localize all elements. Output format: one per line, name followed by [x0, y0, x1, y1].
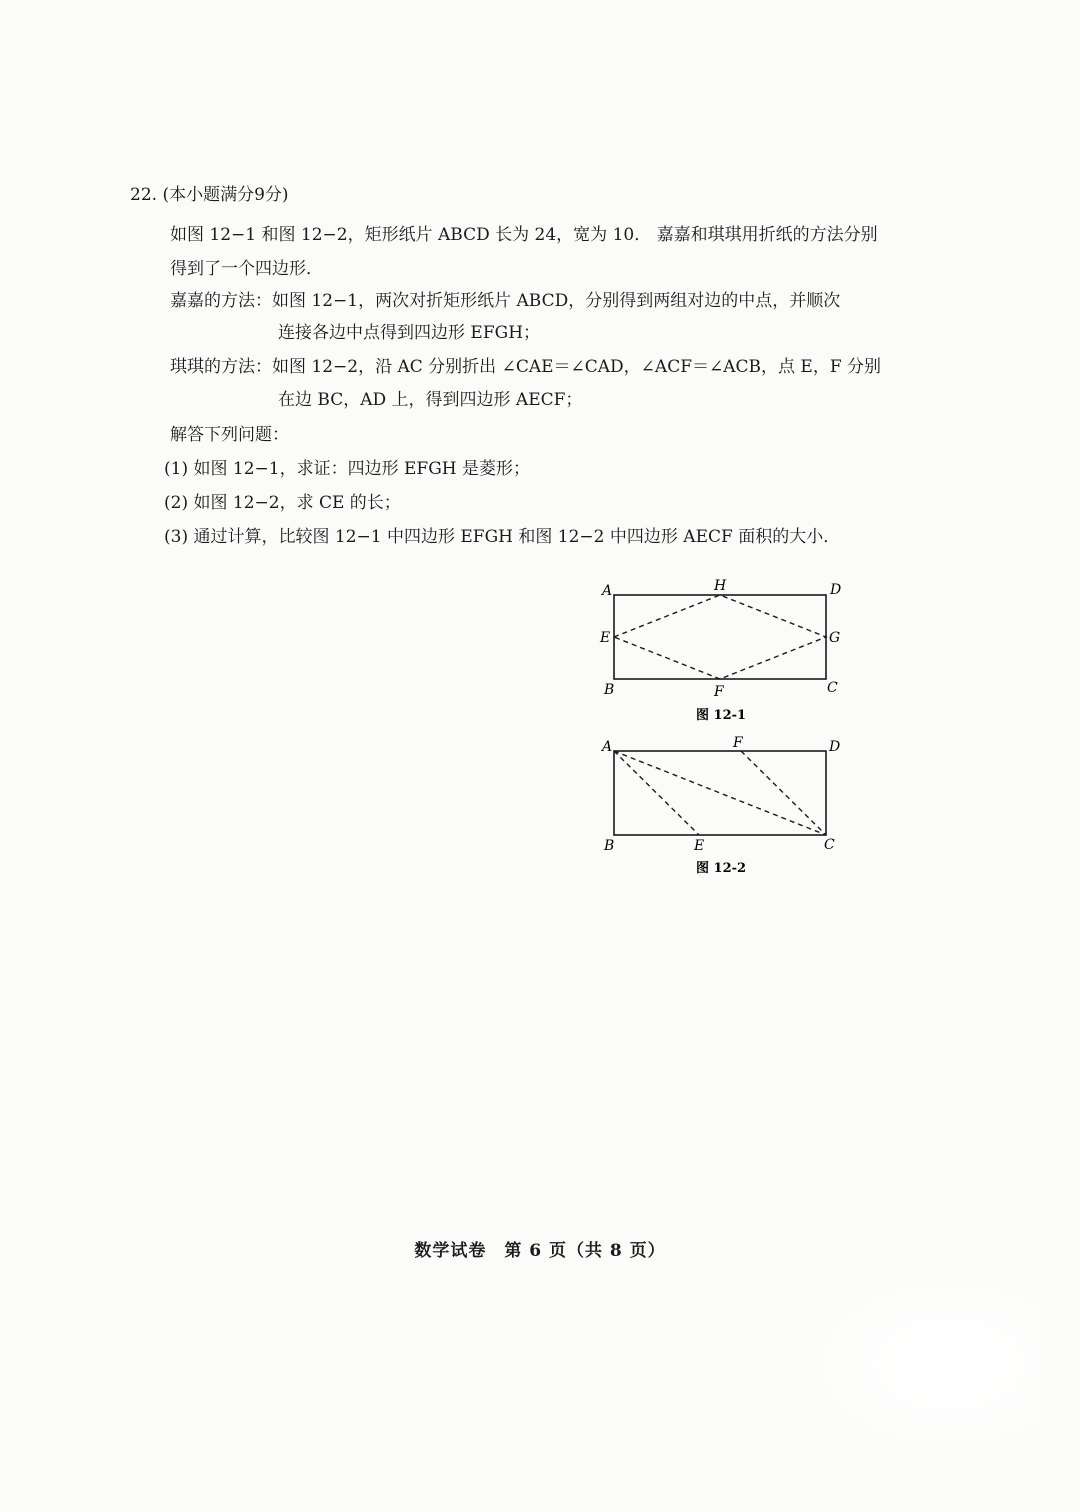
- label-c2: C: [824, 837, 835, 853]
- label-f: F: [714, 684, 724, 700]
- method-jia-line-2: 连接各边中点得到四边形 EFGH；: [278, 323, 541, 343]
- label-d: D: [830, 582, 842, 598]
- caption-12-2: 图 12-2: [696, 861, 747, 876]
- sub-question-1: (1) 如图 12−1，求证：四边形 EFGH 是菱形；: [164, 459, 530, 479]
- method-qi-line-1: 琪琪的方法：如图 12−2，沿 AC 分别折出 ∠CAE＝∠CAD，∠ACF＝∠ACB，点 E，F 分别: [170, 357, 882, 377]
- label-f2: F: [733, 735, 743, 751]
- figures-svg: [592, 575, 862, 880]
- figure-12-2: [600, 735, 840, 876]
- rhombus-efgh: [614, 595, 826, 679]
- intro-line-1: 如图 12−1 和图 12−2，矩形纸片 ABCD 长为 24，宽为 10． 嘉嘉和琪琪用折纸的方法分别: [170, 225, 878, 245]
- sub-question-2: (2) 如图 12−2，求 CE 的长；: [164, 493, 401, 513]
- label-g: G: [829, 630, 841, 646]
- label-a2: A: [602, 739, 613, 755]
- paper-glare: [740, 1232, 1040, 1452]
- method-qi-line-2: 在边 BC，AD 上，得到四边形 AECF；: [278, 390, 583, 410]
- intro-line-2: 得到了一个四边形．: [170, 259, 323, 279]
- label-d2: D: [829, 739, 841, 755]
- diagonal-ac: [614, 751, 826, 835]
- caption-12-1: 图 12-1: [696, 708, 747, 723]
- rect-abcd-1: [614, 595, 826, 679]
- label-a: A: [602, 583, 613, 599]
- figures: [592, 575, 862, 884]
- figure-12-1: [599, 578, 841, 723]
- sub-question-3: (3) 通过计算，比较图 12−1 中四边形 EFGH 和图 12−2 中四边形 AECF 面积的大小．: [164, 527, 841, 547]
- label-b2: B: [604, 838, 615, 854]
- question-number: 22. (本小题满分9分): [130, 185, 289, 205]
- label-b: B: [604, 682, 615, 698]
- page-footer: 数学试卷 第 6 页（共 8 页）: [414, 1241, 666, 1261]
- label-e2: E: [694, 838, 705, 854]
- label-h: H: [714, 578, 727, 594]
- segment-ae: [614, 751, 699, 835]
- segment-fc: [741, 751, 826, 835]
- ask-line: 解答下列问题：: [170, 425, 289, 445]
- label-e: E: [600, 630, 611, 646]
- label-c: C: [827, 680, 838, 696]
- method-jia-line-1: 嘉嘉的方法：如图 12−1，两次对折矩形纸片 ABCD，分别得到两组对边的中点，并顺次: [170, 291, 841, 311]
